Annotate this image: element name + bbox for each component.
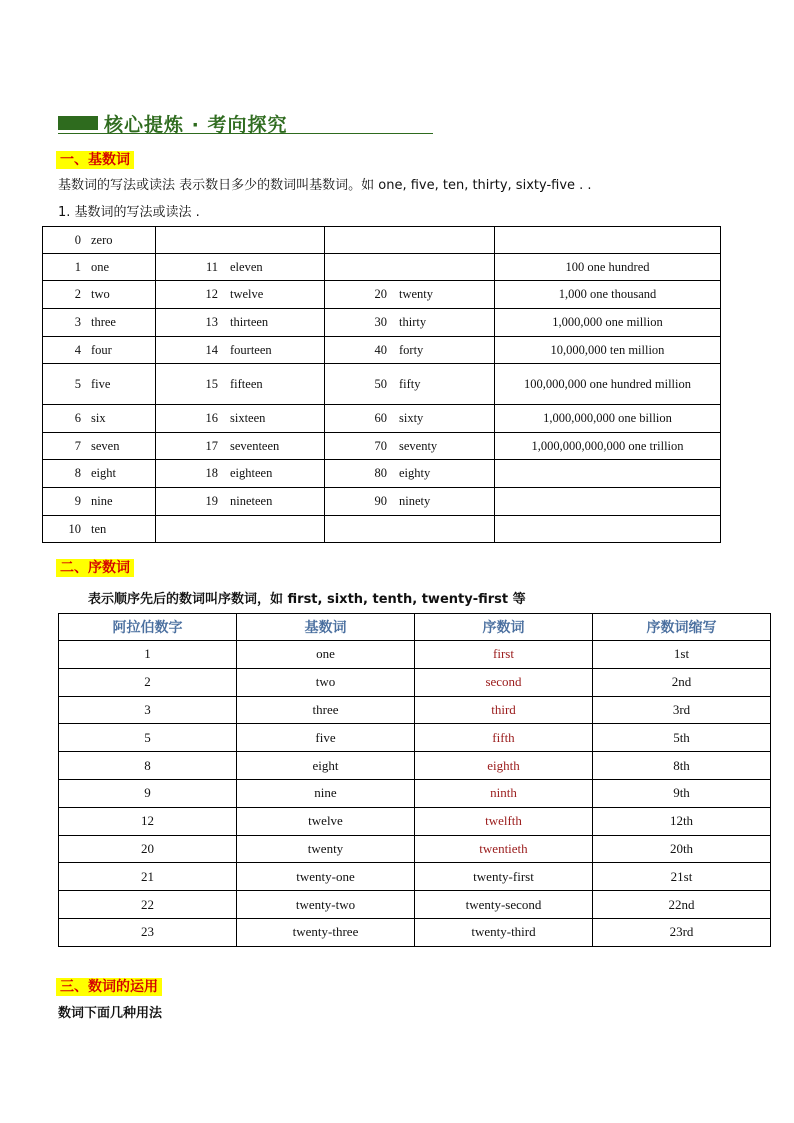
table-row	[43, 460, 721, 488]
table-row	[59, 863, 771, 891]
section1-subheading: 1. 基数词的写法或读法 .	[58, 205, 200, 220]
cell-word: one	[91, 259, 110, 274]
table-row	[43, 405, 721, 433]
table-cell: 10,000,000 ten million	[495, 337, 721, 364]
table-cell: 12th	[593, 807, 771, 835]
table-cell	[325, 309, 495, 337]
cell-number: 0	[74, 232, 81, 247]
table-cell: twenty-first	[415, 863, 593, 891]
cell-word: sixteen	[230, 411, 266, 425]
cell-word: six	[91, 411, 106, 425]
table-cell: twelve	[237, 807, 415, 835]
table-row	[59, 891, 771, 919]
cell-number: 90	[374, 494, 387, 508]
cell-word: forty	[399, 342, 424, 357]
table-row	[59, 918, 771, 946]
cell-number: 5	[74, 376, 81, 391]
cell-word: fifteen	[230, 376, 263, 391]
cell-word: seventy	[399, 438, 438, 453]
table-row	[43, 254, 721, 281]
table-cell: second	[415, 668, 593, 696]
cell-word: ninety	[399, 494, 431, 508]
table-cell: 1,000,000,000 one billion	[495, 405, 721, 433]
cardinal-number-table	[42, 226, 721, 543]
cell-word: eighteen	[230, 466, 273, 480]
table-cell	[43, 516, 156, 543]
table-cell: 1st	[593, 641, 771, 669]
table-cell	[325, 254, 495, 281]
column-header: 阿拉伯数字	[59, 614, 237, 641]
table-cell: 23rd	[593, 918, 771, 946]
table-cell: 5	[59, 724, 237, 752]
cell-word: twenty	[399, 287, 434, 301]
table-row	[59, 835, 771, 863]
cell-number: 9	[74, 494, 81, 508]
header-divider	[58, 133, 433, 134]
table-row	[59, 807, 771, 835]
table-cell: 2	[59, 668, 237, 696]
section1-heading: 一、基数词	[56, 151, 134, 169]
table-cell: twenty-second	[415, 891, 593, 919]
table-cell	[495, 488, 721, 516]
section2-heading: 二、序数词	[56, 559, 134, 577]
table-row	[43, 337, 721, 364]
table-cell: eight	[237, 752, 415, 780]
cell-word: four	[91, 342, 112, 357]
column-header: 序数词	[415, 614, 593, 641]
table-cell: one	[237, 641, 415, 669]
table-cell: fifth	[415, 724, 593, 752]
table-cell: 100,000,000 one hundred million	[495, 364, 721, 405]
table-cell	[325, 460, 495, 488]
table-cell: five	[237, 724, 415, 752]
table-cell	[325, 433, 495, 460]
section1-intro: 基数词的写法或读法 表示数日多少的数词叫基数词。如 one, five, ten, thirty, sixty-five . .	[58, 178, 592, 193]
table-cell: two	[237, 668, 415, 696]
table-cell	[325, 281, 495, 309]
cell-word: five	[91, 376, 111, 391]
cell-number: 6	[74, 411, 81, 425]
cell-number: 16	[205, 411, 218, 425]
table-cell	[156, 488, 325, 516]
table-cell: twenty-third	[415, 918, 593, 946]
table-cell: 8	[59, 752, 237, 780]
table-cell	[156, 309, 325, 337]
cell-number: 30	[374, 315, 387, 329]
table-cell: twelfth	[415, 807, 593, 835]
cell-number: 3	[74, 315, 81, 329]
section3-heading-wrap	[56, 976, 162, 996]
table-cell: first	[415, 641, 593, 669]
table-row	[43, 364, 721, 405]
cell-number: 80	[374, 466, 387, 480]
table-cell	[156, 364, 325, 405]
table-row	[43, 433, 721, 460]
cell-number: 4	[74, 342, 81, 357]
table-cell: 9th	[593, 779, 771, 807]
table-row	[43, 488, 721, 516]
table-cell: 3rd	[593, 696, 771, 724]
cell-word: nineteen	[230, 494, 273, 508]
cell-number: 50	[374, 376, 387, 391]
table-row	[43, 516, 721, 543]
page-title: 核心提炼 · 考向探究	[104, 114, 288, 136]
table-header-row	[59, 614, 771, 641]
cell-number: 14	[205, 342, 218, 357]
cell-number: 70	[374, 438, 387, 453]
table-cell	[325, 337, 495, 364]
table-row	[43, 309, 721, 337]
cell-word: eighty	[399, 466, 431, 480]
section3-intro: 数词下面几种用法	[58, 1006, 163, 1021]
table-cell: 3	[59, 696, 237, 724]
table-cell	[43, 433, 156, 460]
table-cell: eighth	[415, 752, 593, 780]
cell-number: 10	[68, 521, 81, 536]
table-cell	[325, 227, 495, 254]
table-row	[59, 641, 771, 669]
table-cell: 100 one hundred	[495, 254, 721, 281]
table-cell: three	[237, 696, 415, 724]
table-cell	[43, 337, 156, 364]
cell-word: ten	[91, 521, 107, 536]
table-cell: 1,000,000,000,000 one trillion	[495, 433, 721, 460]
table-cell: nine	[237, 779, 415, 807]
cell-word: twelve	[230, 287, 264, 301]
section1-heading-wrap	[56, 149, 134, 169]
table-cell	[43, 364, 156, 405]
section3-heading: 三、数词的运用	[56, 978, 162, 996]
table-cell	[43, 488, 156, 516]
table-cell	[43, 309, 156, 337]
table-cell	[43, 254, 156, 281]
table-cell	[156, 460, 325, 488]
table-cell: 22	[59, 891, 237, 919]
table-cell	[156, 281, 325, 309]
cell-number: 60	[374, 411, 387, 425]
table-cell	[495, 227, 721, 254]
table-cell	[43, 405, 156, 433]
table-cell	[43, 227, 156, 254]
column-header: 基数词	[237, 614, 415, 641]
table-cell	[156, 405, 325, 433]
cell-number: 17	[205, 438, 218, 453]
section2-intro: 表示顺序先后的数词叫序数词，如 first, sixth, tenth, twenty-first 等	[88, 592, 526, 607]
table-row	[59, 696, 771, 724]
table-cell: twenty	[237, 835, 415, 863]
cell-word: fifty	[399, 376, 421, 391]
cell-number: 19	[205, 494, 218, 508]
table-cell	[325, 405, 495, 433]
cell-number: 20	[374, 287, 387, 301]
table-cell	[43, 281, 156, 309]
table-cell: twenty-one	[237, 863, 415, 891]
table-cell: 12	[59, 807, 237, 835]
cell-word: two	[91, 287, 110, 301]
ordinal-number-table	[58, 613, 771, 947]
cell-word: nine	[91, 494, 113, 508]
table-cell	[43, 460, 156, 488]
table-cell: 1,000,000 one million	[495, 309, 721, 337]
table-cell: 2nd	[593, 668, 771, 696]
cell-word: three	[91, 315, 116, 329]
table-cell: 8th	[593, 752, 771, 780]
table-cell	[325, 488, 495, 516]
cell-word: fourteen	[230, 342, 272, 357]
table-cell: 5th	[593, 724, 771, 752]
table-cell: 23	[59, 918, 237, 946]
table-row	[43, 227, 721, 254]
table-cell: 20	[59, 835, 237, 863]
header-decoration-bar	[58, 116, 98, 130]
cell-word: thirty	[399, 315, 427, 329]
table-cell	[156, 254, 325, 281]
table-cell: 9	[59, 779, 237, 807]
table-cell	[156, 227, 325, 254]
cell-number: 11	[205, 259, 218, 274]
cell-number: 18	[205, 466, 218, 480]
cell-word: eleven	[230, 259, 263, 274]
table-row	[59, 668, 771, 696]
table-cell: twenty-three	[237, 918, 415, 946]
cell-number: 8	[74, 466, 81, 480]
table-cell	[325, 364, 495, 405]
table-cell: 20th	[593, 835, 771, 863]
table-cell	[156, 337, 325, 364]
table-cell: 21	[59, 863, 237, 891]
cell-number: 40	[374, 342, 387, 357]
table-cell: third	[415, 696, 593, 724]
cell-word: thirteen	[230, 315, 269, 329]
table-cell: twentieth	[415, 835, 593, 863]
cell-number: 12	[205, 287, 218, 301]
cell-number: 2	[74, 287, 81, 301]
table-cell: ninth	[415, 779, 593, 807]
cell-number: 7	[74, 438, 81, 453]
table-cell	[495, 516, 721, 543]
section2-heading-wrap	[56, 557, 134, 577]
table-cell: 1	[59, 641, 237, 669]
cell-word: seven	[91, 438, 120, 453]
cell-word: eight	[91, 466, 116, 480]
table-cell: 1,000 one thousand	[495, 281, 721, 309]
table-cell	[495, 460, 721, 488]
table-row	[59, 779, 771, 807]
table-cell	[156, 433, 325, 460]
cell-number: 13	[205, 315, 218, 329]
table-cell: 21st	[593, 863, 771, 891]
cell-word: sixty	[399, 411, 424, 425]
table-cell: twenty-two	[237, 891, 415, 919]
cell-number: 15	[205, 376, 218, 391]
cell-word: zero	[91, 232, 113, 247]
table-row	[59, 724, 771, 752]
cell-word: seventeen	[230, 438, 280, 453]
column-header: 序数词缩写	[593, 614, 771, 641]
table-row	[59, 752, 771, 780]
cell-number: 1	[74, 259, 81, 274]
table-cell	[156, 516, 325, 543]
table-cell: 22nd	[593, 891, 771, 919]
table-row	[43, 281, 721, 309]
table-cell	[325, 516, 495, 543]
